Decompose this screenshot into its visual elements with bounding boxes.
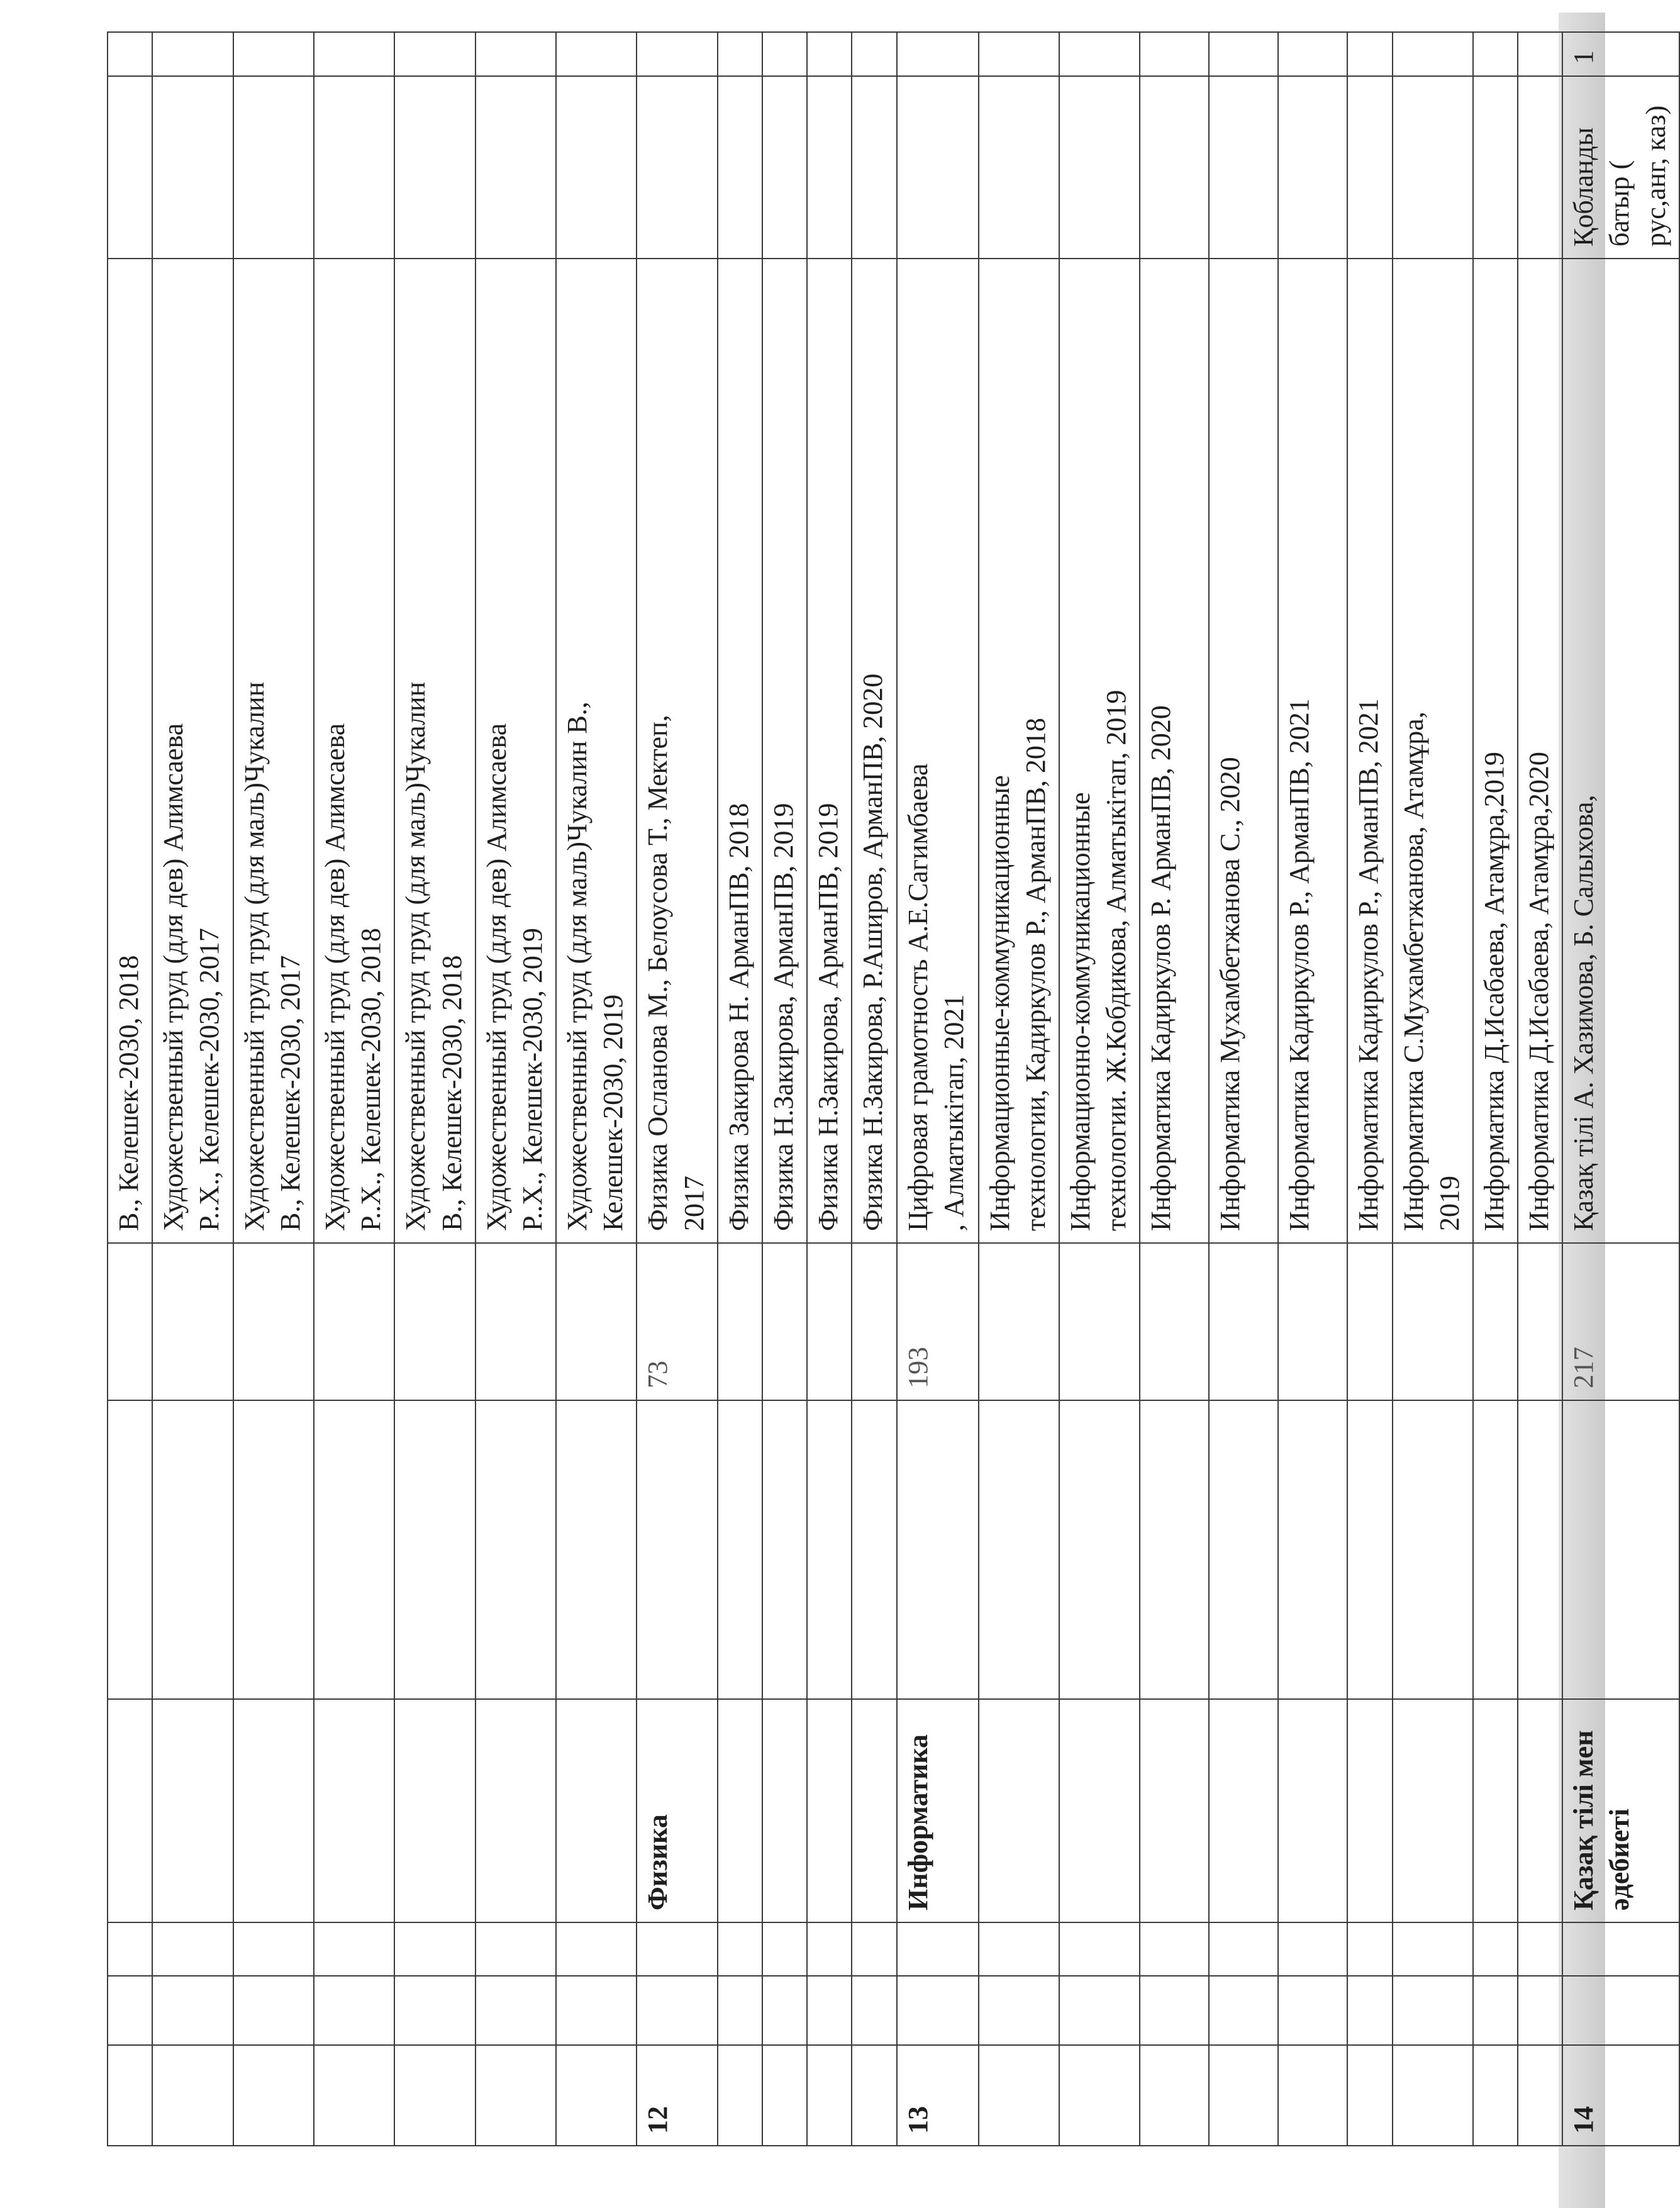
quantity-cell	[637, 32, 717, 76]
empty-cell	[979, 1976, 1059, 2045]
empty-cell	[1278, 1400, 1347, 1699]
table-row	[476, 32, 556, 2146]
textbook-cell: Информатика Мухамбетжанова С., 2020	[1209, 259, 1278, 1243]
student-count-cell: 193	[897, 1243, 979, 1400]
extra-book-cell	[1473, 76, 1518, 259]
row-number	[1393, 2045, 1473, 2146]
student-count-cell	[1209, 1243, 1278, 1400]
row-number	[394, 2045, 475, 2146]
subject-cell: Физика	[637, 1699, 717, 1922]
empty-cell	[1473, 1976, 1518, 2045]
textbook-cell: Информатика Д.Исабаева, Атамұра,2020	[1518, 259, 1562, 1243]
textbook-cell: Художественный труд (для дев) Алимсаева Р..Х., Келешек-2030, 2018	[314, 259, 394, 1243]
table-row	[1209, 32, 1278, 2146]
extra-book-cell	[1140, 76, 1209, 259]
row-number	[556, 2045, 637, 2146]
empty-cell	[852, 1976, 896, 2045]
textbook-cell: Информатика Кадиркулов Р. АрманПВ, 2020	[1140, 259, 1209, 1243]
extra-book-cell	[1518, 76, 1562, 259]
empty-cell	[1209, 1976, 1278, 2045]
table-row	[637, 32, 717, 2146]
student-count-cell	[1059, 1243, 1140, 1400]
quantity-cell	[1518, 32, 1562, 76]
quantity-cell	[1347, 32, 1392, 76]
empty-cell	[1209, 1400, 1278, 1699]
extra-book-cell: Қобланды батыр ( рус,анг, каз)	[1562, 76, 1679, 259]
empty-cell	[637, 1922, 717, 1976]
table-row	[314, 32, 394, 2146]
student-count-cell	[852, 1243, 896, 1400]
empty-cell	[1347, 1922, 1392, 1976]
quantity-cell	[718, 32, 762, 76]
row-number	[152, 2045, 233, 2146]
textbook-cell: Информатика Д.Исабаева, Атамұра,2019	[1473, 259, 1518, 1243]
table-row	[1347, 32, 1392, 2146]
quantity-cell	[1209, 32, 1278, 76]
empty-cell	[233, 1400, 314, 1699]
empty-cell	[476, 1976, 556, 2045]
empty-cell	[762, 1400, 807, 1699]
empty-cell	[979, 1400, 1059, 1699]
subject-cell	[1209, 1699, 1278, 1922]
textbook-cell: Физика Осланова М., Белоусова Т., Мектеп, 2017	[637, 259, 717, 1243]
row-number: 12	[637, 2045, 717, 2146]
extra-book-cell	[476, 76, 556, 259]
table-row	[807, 32, 852, 2146]
textbook-cell: Информатика Кадиркулов Р., АрманПВ, 2021	[1347, 259, 1392, 1243]
textbook-cell: Художественный труд (для дев) Алимсаева Р..Х., Келешек-2030, 2019	[476, 259, 556, 1243]
empty-cell	[556, 1400, 637, 1699]
row-number	[852, 2045, 896, 2146]
empty-cell	[1059, 1976, 1140, 2045]
quantity-cell	[108, 32, 152, 76]
quantity-cell	[233, 32, 314, 76]
quantity-cell	[807, 32, 852, 76]
subject-cell	[1393, 1699, 1473, 1922]
empty-cell	[1059, 1400, 1140, 1699]
quantity-cell	[476, 32, 556, 76]
empty-cell	[807, 1976, 852, 2045]
subject-cell	[1140, 1699, 1209, 1922]
quantity-cell	[852, 32, 896, 76]
student-count-cell	[979, 1243, 1059, 1400]
empty-cell	[108, 1976, 152, 2045]
table-row	[108, 32, 152, 2146]
textbook-table	[107, 31, 1680, 2146]
student-count-cell	[152, 1243, 233, 1400]
empty-cell	[1209, 1922, 1278, 1976]
textbook-cell: Қазақ тілі А. Хазимова, Б. Салыхова,	[1562, 259, 1679, 1243]
row-number	[1347, 2045, 1392, 2146]
row-number	[233, 2045, 314, 2146]
table-row	[852, 32, 896, 2146]
subject-cell	[1518, 1699, 1562, 1922]
empty-cell	[314, 1976, 394, 2045]
extra-book-cell	[979, 76, 1059, 259]
student-count-cell	[1518, 1243, 1562, 1400]
textbook-cell: Информатика С.Мухамбетжанова, Атамұра, 2019	[1393, 259, 1473, 1243]
extra-book-cell	[152, 76, 233, 259]
row-number	[108, 2045, 152, 2146]
empty-cell	[762, 1922, 807, 1976]
subject-cell	[807, 1699, 852, 1922]
extra-book-cell	[556, 76, 637, 259]
subject-cell	[718, 1699, 762, 1922]
empty-cell	[314, 1922, 394, 1976]
subject-cell	[556, 1699, 637, 1922]
textbook-cell: Цифровая грамотность А.Е.Сагимбаева , Алматыкітап, 2021	[897, 259, 979, 1243]
textbook-cell: Художественный труд (для маль)Чукалин В., Келешек-2030, 2019	[556, 259, 637, 1243]
extra-book-cell	[1059, 76, 1140, 259]
subject-cell	[1278, 1699, 1347, 1922]
row-number	[1059, 2045, 1140, 2146]
textbook-cell: Информационно-коммуникационные технологии. Ж.Кобдикова, Алматыкітап, 2019	[1059, 259, 1140, 1243]
student-count-cell	[233, 1243, 314, 1400]
empty-cell	[394, 1400, 475, 1699]
empty-cell	[394, 1976, 475, 2045]
empty-cell	[108, 1922, 152, 1976]
empty-cell	[394, 1922, 475, 1976]
empty-cell	[556, 1922, 637, 1976]
quantity-cell: 1	[1562, 32, 1679, 76]
table-row	[556, 32, 637, 2146]
empty-cell	[1518, 1976, 1562, 2045]
table-row	[1278, 32, 1347, 2146]
subject-cell: Информатика	[897, 1699, 979, 1922]
empty-cell	[897, 1922, 979, 1976]
empty-cell	[807, 1400, 852, 1699]
extra-book-cell	[1347, 76, 1392, 259]
empty-cell	[1140, 1976, 1209, 2045]
student-count-cell	[314, 1243, 394, 1400]
table-row	[152, 32, 233, 2146]
extra-book-cell	[314, 76, 394, 259]
empty-cell	[152, 1400, 233, 1699]
extra-book-cell	[108, 76, 152, 259]
empty-cell	[1278, 1976, 1347, 2045]
extra-book-cell	[637, 76, 717, 259]
empty-cell	[152, 1922, 233, 1976]
student-count-cell	[394, 1243, 475, 1400]
empty-cell	[1347, 1400, 1392, 1699]
table-row	[1059, 32, 1140, 2146]
subject-cell	[1473, 1699, 1518, 1922]
empty-cell	[1393, 1976, 1473, 2045]
quantity-cell	[897, 32, 979, 76]
student-count-cell	[556, 1243, 637, 1400]
empty-cell	[852, 1400, 896, 1699]
row-number	[314, 2045, 394, 2146]
table-row	[1518, 32, 1562, 2146]
student-count-cell	[1347, 1243, 1392, 1400]
rotated-page	[107, 33, 1671, 2146]
extra-book-cell	[852, 76, 896, 259]
empty-cell	[314, 1400, 394, 1699]
empty-cell	[897, 1400, 979, 1699]
student-count-cell	[108, 1243, 152, 1400]
subject-cell	[152, 1699, 233, 1922]
table-row	[979, 32, 1059, 2146]
quantity-cell	[979, 32, 1059, 76]
subject-cell	[1347, 1699, 1392, 1922]
empty-cell	[1473, 1922, 1518, 1976]
empty-cell	[1473, 1400, 1518, 1699]
extra-book-cell	[1209, 76, 1278, 259]
empty-cell	[1140, 1400, 1209, 1699]
empty-cell	[762, 1976, 807, 2045]
subject-cell	[762, 1699, 807, 1922]
row-number: 14	[1562, 2045, 1679, 2146]
empty-cell	[897, 1976, 979, 2045]
empty-cell	[1393, 1922, 1473, 1976]
student-count-cell	[1278, 1243, 1347, 1400]
textbook-cell: В., Келешек-2030, 2018	[108, 259, 152, 1243]
student-count-cell	[476, 1243, 556, 1400]
row-number	[718, 2045, 762, 2146]
textbook-cell: Физика Н.Закирова, АрманПВ, 2019	[762, 259, 807, 1243]
row-number	[762, 2045, 807, 2146]
subject-cell: Қазақ тілі мен әдебиеті	[1562, 1699, 1679, 1922]
extra-book-cell	[897, 76, 979, 259]
extra-book-cell	[394, 76, 475, 259]
empty-cell	[1518, 1922, 1562, 1976]
subject-cell	[394, 1699, 475, 1922]
student-count-cell: 73	[637, 1243, 717, 1400]
textbook-cell: Информатика Кадиркулов Р., АрманПВ, 2021	[1278, 259, 1347, 1243]
empty-cell	[718, 1400, 762, 1699]
row-number	[979, 2045, 1059, 2146]
student-count-cell	[1473, 1243, 1518, 1400]
extra-book-cell	[762, 76, 807, 259]
quantity-cell	[1393, 32, 1473, 76]
empty-cell	[476, 1922, 556, 1976]
empty-cell	[233, 1922, 314, 1976]
row-number	[1209, 2045, 1278, 2146]
student-count-cell	[1393, 1243, 1473, 1400]
textbook-cell: Информационные-коммуникационные технологии, Кадиркулов Р., АрманПВ, 2018	[979, 259, 1059, 1243]
empty-cell	[852, 1922, 896, 1976]
quantity-cell	[314, 32, 394, 76]
quantity-cell	[1473, 32, 1518, 76]
empty-cell	[637, 1976, 717, 2045]
row-number: 13	[897, 2045, 979, 2146]
table-row	[897, 32, 979, 2146]
row-number	[1278, 2045, 1347, 2146]
extra-book-cell	[233, 76, 314, 259]
empty-cell	[1562, 1976, 1679, 2045]
table-row	[394, 32, 475, 2146]
textbook-cell: Физика Закирова Н. АрманПВ, 2018	[718, 259, 762, 1243]
quantity-cell	[556, 32, 637, 76]
table-row	[1393, 32, 1473, 2146]
row-number	[1518, 2045, 1562, 2146]
row-number	[1473, 2045, 1518, 2146]
extra-book-cell	[1393, 76, 1473, 259]
subject-cell	[1059, 1699, 1140, 1922]
table-row	[233, 32, 314, 2146]
subject-cell	[852, 1699, 896, 1922]
empty-cell	[1347, 1976, 1392, 2045]
empty-cell	[1278, 1922, 1347, 1976]
empty-cell	[152, 1976, 233, 2045]
textbook-cell: Художественный труд труд (для маль)Чукалин В., Келешек-2030, 2018	[394, 259, 475, 1243]
student-count-cell	[718, 1243, 762, 1400]
textbook-cell: Физика Н.Закирова, Р.Аширов, АрманПВ, 2020	[852, 259, 896, 1243]
extra-book-cell	[718, 76, 762, 259]
subject-cell	[979, 1699, 1059, 1922]
extra-book-cell	[807, 76, 852, 259]
textbook-cell: Художественный труд (для дев) Алимсаева Р..Х., Келешек-2030, 2017	[152, 259, 233, 1243]
quantity-cell	[152, 32, 233, 76]
row-number	[1140, 2045, 1209, 2146]
row-number	[476, 2045, 556, 2146]
empty-cell	[1059, 1922, 1140, 1976]
subject-cell	[314, 1699, 394, 1922]
empty-cell	[1562, 1922, 1679, 1976]
empty-cell	[476, 1400, 556, 1699]
quantity-cell	[394, 32, 475, 76]
table-row	[1140, 32, 1209, 2146]
row-number	[807, 2045, 852, 2146]
empty-cell	[1393, 1400, 1473, 1699]
empty-cell	[637, 1400, 717, 1699]
empty-cell	[718, 1976, 762, 2045]
empty-cell	[718, 1922, 762, 1976]
subject-cell	[476, 1699, 556, 1922]
table-row	[762, 32, 807, 2146]
textbook-cell: Художественный труд труд (для маль)Чукалин В., Келешек-2030, 2017	[233, 259, 314, 1243]
table-row	[718, 32, 762, 2146]
quantity-cell	[1278, 32, 1347, 76]
empty-cell	[556, 1976, 637, 2045]
table-row	[1562, 32, 1679, 2146]
textbook-cell: Физика Н.Закирова, АрманПВ, 2019	[807, 259, 852, 1243]
empty-cell	[108, 1400, 152, 1699]
quantity-cell	[1059, 32, 1140, 76]
empty-cell	[1140, 1922, 1209, 1976]
empty-cell	[233, 1976, 314, 2045]
empty-cell	[1518, 1400, 1562, 1699]
empty-cell	[979, 1922, 1059, 1976]
table-row	[1473, 32, 1518, 2146]
quantity-cell	[762, 32, 807, 76]
student-count-cell	[762, 1243, 807, 1400]
student-count-cell	[1140, 1243, 1209, 1400]
subject-cell	[108, 1699, 152, 1922]
empty-cell	[1562, 1400, 1679, 1699]
empty-cell	[807, 1922, 852, 1976]
student-count-cell: 217	[1562, 1243, 1679, 1400]
subject-cell	[233, 1699, 314, 1922]
student-count-cell	[807, 1243, 852, 1400]
extra-book-cell	[1278, 76, 1347, 259]
quantity-cell	[1140, 32, 1209, 76]
